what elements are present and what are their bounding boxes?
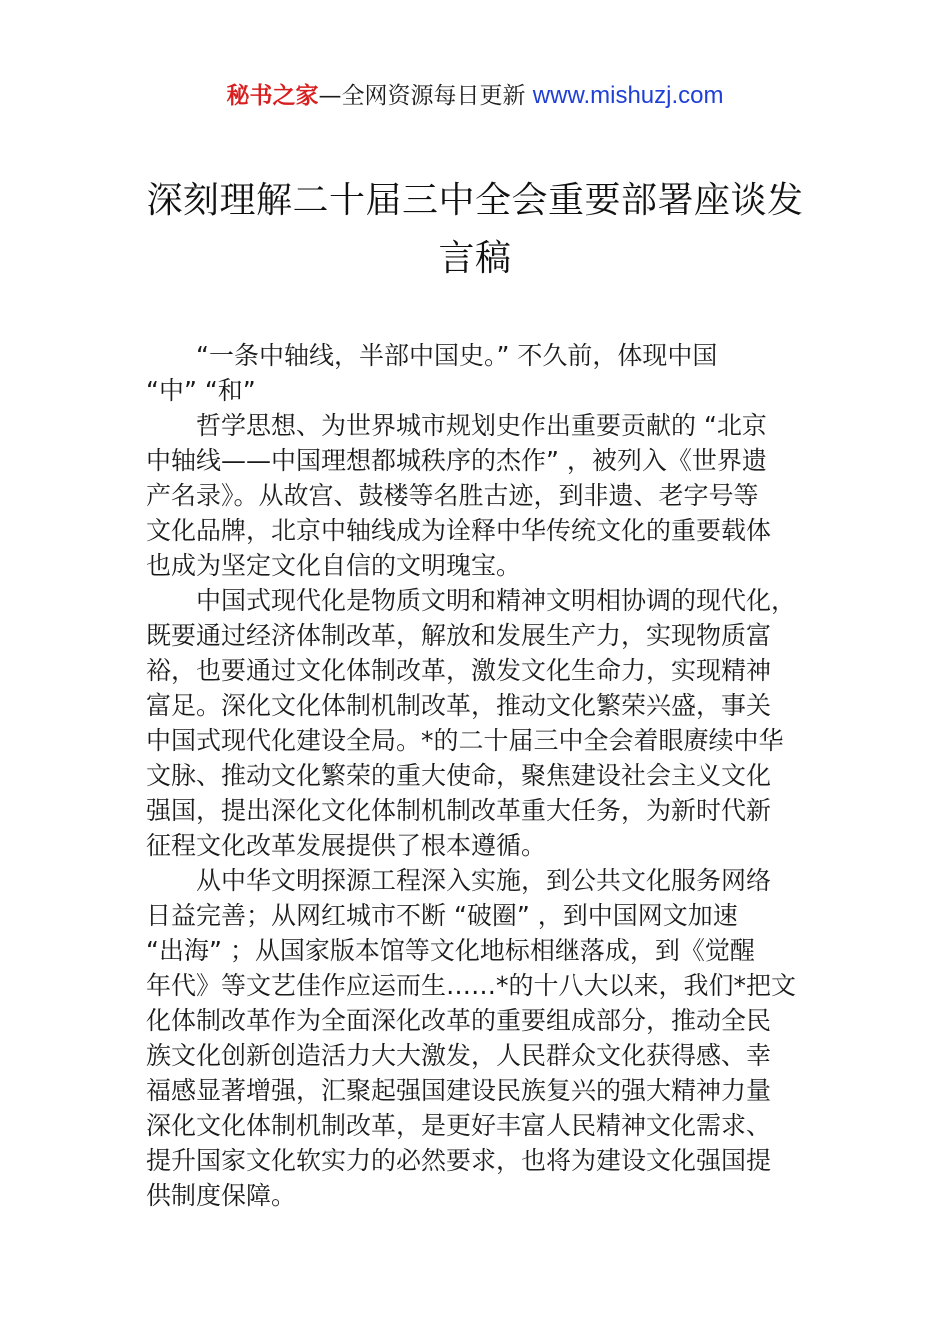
paragraph-line: 富足。深化文化体制机制改革，推动文化繁荣兴盛，事关: [146, 691, 772, 720]
paragraph-line: “出海” ；从国家版本馆等文化地标相继落成，到《觉醒: [146, 936, 755, 965]
paragraph-line: 提升国家文化软实力的必然要求，也将为建设文化强国提: [146, 1146, 772, 1175]
paragraph: [146, 338, 812, 408]
paragraph-line: 化体制改革作为全面深化改革的重要组成部分，推动全民: [146, 1006, 772, 1035]
document-body: [146, 338, 812, 1213]
paragraph-line: 中国式现代化是物质文明和精神文明相协调的现代化，: [196, 586, 797, 615]
paragraph-line: 从中华文明探源工程深入实施，到公共文化服务网络: [196, 866, 772, 895]
paragraph-line: 年代》等文艺佳作应运而生……*的十八大以来，我们*把文: [146, 971, 797, 1000]
paragraph-line: 福感显著增强，汇聚起强国建设民族复兴的强大精神力量: [146, 1076, 772, 1105]
paragraph-line: 文化品牌，北京中轴线成为诠释中华传统文化的重要载体: [146, 516, 772, 545]
site-tagline: —全网资源每日更新: [318, 83, 526, 109]
paragraph-line: 深化文化体制机制改革，是更好丰富人民精神文化需求、: [146, 1111, 772, 1140]
paragraph-line: 文脉、推动文化繁荣的重大使命，聚焦建设社会主义文化: [146, 761, 772, 790]
paragraph-line: 征程文化改革发展提供了根本遵循。: [146, 831, 547, 860]
document-title-line: 深刻理解二十届三中全会重要部署座谈发: [146, 180, 804, 221]
paragraph-line: 哲学思想、为世界城市规划史作出重要贡献的 “北京: [196, 411, 767, 440]
paragraph-line: 中国式现代化建设全局。*的二十届三中全会着眼赓续中华: [146, 726, 784, 755]
paragraph-line: 既要通过经济体制改革，解放和发展生产力，实现物质富: [146, 621, 772, 650]
paragraph: [146, 863, 812, 1213]
site-brand: 秘书之家: [226, 83, 319, 109]
paragraph: [146, 408, 812, 583]
paragraph-line: 裕，也要通过文化体制改革，激发文化生命力，实现精神: [146, 656, 772, 685]
paragraph-line: 中轴线——中国理想都城秩序的杰作” ，被列入《世界遗: [146, 446, 767, 475]
paragraph-line: 产名录》。从故宫、鼓楼等名胜古迹，到非遗、老字号等: [146, 481, 759, 510]
paragraph-line: 强国，提出深化文化体制机制改革重大任务，为新时代新: [146, 796, 772, 825]
paragraph-line: 日益完善；从网红城市不断 “破圈” ，到中国网文加速: [146, 901, 738, 930]
document-title-line: 言稿: [438, 238, 512, 279]
paragraph-line: “一条中轴线，半部中国史。” 不久前，体现中国: [196, 341, 718, 370]
paragraph-line: 族文化创新创造活力大大激发，人民群众文化获得感、幸: [146, 1041, 772, 1070]
paragraph-line: 也成为坚定文化自信的文明瑰宝。: [146, 551, 522, 580]
site-url-link[interactable]: www.mishuzj.com: [532, 82, 724, 109]
document-title: [140, 172, 810, 288]
site-header: [0, 80, 950, 112]
paragraph: [146, 583, 812, 863]
paragraph-line: “中” “和”: [146, 376, 256, 405]
paragraph-line: 供制度保障。: [146, 1181, 297, 1210]
